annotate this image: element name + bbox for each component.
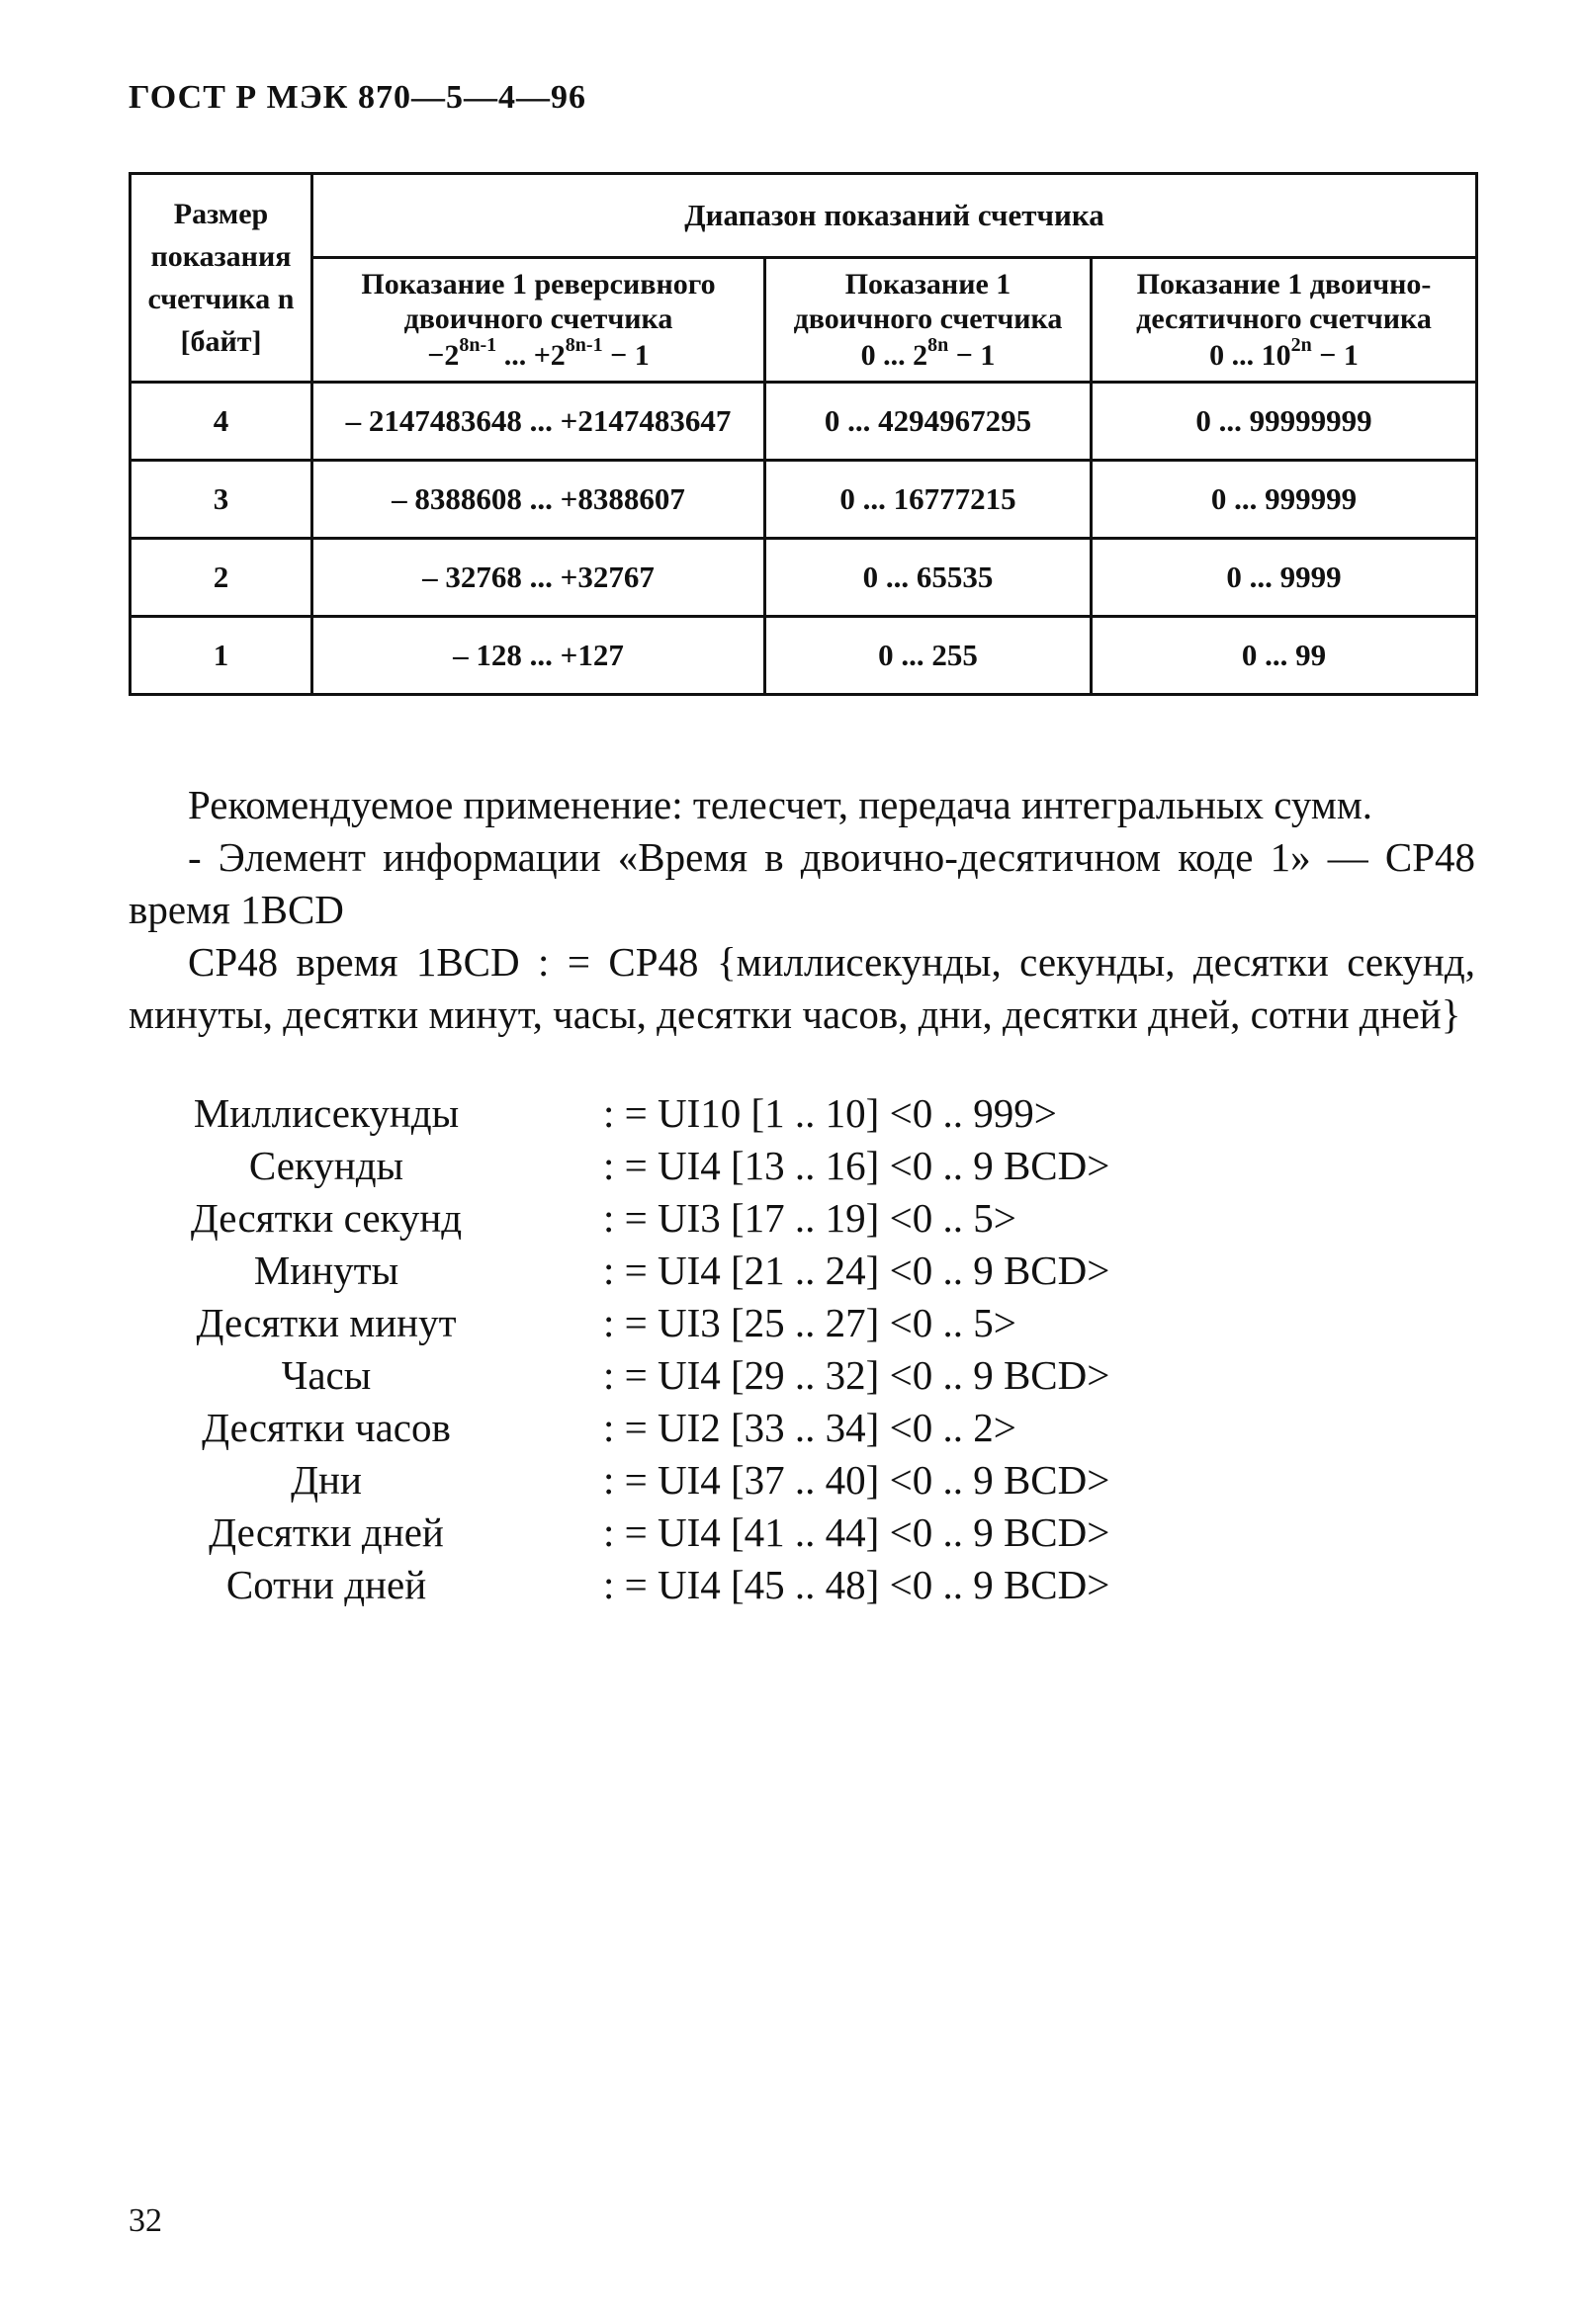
field-definition: : = UI3 [25 .. 27] <0 .. 5>: [603, 1300, 1016, 1345]
field-name: Десятки часов: [202, 1405, 451, 1450]
field-definition: : = UI4 [41 .. 44] <0 .. 9 BCD>: [603, 1509, 1110, 1555]
field-definition: : = UI2 [33 .. 34] <0 .. 2>: [603, 1405, 1016, 1450]
list-item: [129, 1297, 1475, 1349]
binary-column-title: Показание 1 двоичного счетчика: [793, 268, 1063, 335]
field-name: Десятки минут: [196, 1300, 457, 1345]
field-definitions: [129, 1087, 1475, 1611]
reversible-range-cell: – 32768 ... +32767: [312, 539, 765, 617]
size-cell: 3: [131, 461, 312, 539]
size-column-header: Размер показания счетчика n [байт]: [131, 174, 312, 383]
field-name: Секунды: [248, 1143, 404, 1188]
definition-paragraph: CP48 время 1BCD : = CP48 {миллисекунды, секунды, десятки секунд, минуты, десятки минут, часы, десятки часов, дни, десятки дней, сотни дней}: [129, 939, 1475, 1037]
field-name: Дни: [291, 1457, 362, 1503]
list-item: [129, 1349, 1475, 1402]
list-item: [129, 1192, 1475, 1245]
field-name: Минуты: [253, 1248, 399, 1293]
list-item: [129, 1087, 1475, 1140]
range-group-header: Диапазон показаний счетчика: [312, 174, 1477, 258]
binary-range-cell: 0 ... 16777215: [765, 461, 1092, 539]
field-definition: : = UI3 [17 .. 19] <0 .. 5>: [603, 1195, 1016, 1241]
size-cell: 4: [131, 383, 312, 461]
field-name: Миллисекунды: [193, 1090, 460, 1136]
reversible-column-title: Показание 1 реверсивного двоичного счетчика: [361, 268, 716, 335]
field-definition: : = UI4 [37 .. 40] <0 .. 9 BCD>: [603, 1457, 1110, 1503]
bcd-column-header: [1092, 258, 1477, 383]
bcd-column-title: Показание 1 двоично-десятичного счетчика: [1136, 268, 1432, 335]
reversible-range-formula: $-2^{8n-1}$ ... $+2^{8n-1} - 1$: [427, 334, 650, 372]
counter-range-table: [129, 172, 1478, 696]
bcd-range-cell: 0 ... 99: [1092, 617, 1477, 695]
document-header: ГОСТ Р МЭК 870—5—4—96: [129, 79, 586, 116]
list-item: [129, 1140, 1475, 1192]
bcd-range-cell: 0 ... 9999: [1092, 539, 1477, 617]
bcd-range-cell: 0 ... 999999: [1092, 461, 1477, 539]
list-item: [129, 1402, 1475, 1454]
list-item: [129, 1454, 1475, 1506]
reversible-range-cell: – 8388608 ... +8388607: [312, 461, 765, 539]
binary-range-formula: 0 ... $2^{8n} - 1$: [860, 334, 996, 372]
table-row: [131, 461, 1477, 539]
binary-range-cell: 0 ... 255: [765, 617, 1092, 695]
binary-range-cell: 0 ... 65535: [765, 539, 1092, 617]
size-cell: 1: [131, 617, 312, 695]
list-item: [129, 1559, 1475, 1611]
field-definition: : = UI4 [45 .. 48] <0 .. 9 BCD>: [603, 1562, 1110, 1607]
binary-range-cell: 0 ... 4294967295: [765, 383, 1092, 461]
field-definition: : = UI10 [1 .. 10] <0 .. 999>: [603, 1090, 1057, 1136]
list-item: [129, 1506, 1475, 1559]
reversible-column-header: [312, 258, 765, 383]
recommended-use-paragraph: Рекомендуемое применение: телесчет, передача интегральных сумм.: [188, 782, 1373, 827]
list-item: [129, 1245, 1475, 1297]
field-name: Десятки секунд: [190, 1195, 463, 1241]
table-row: [131, 617, 1477, 695]
reversible-range-cell: – 128 ... +127: [312, 617, 765, 695]
bcd-range-cell: 0 ... 99999999: [1092, 383, 1477, 461]
field-name: Сотни дней: [225, 1562, 427, 1607]
reversible-range-cell: – 2147483648 ... +2147483647: [312, 383, 765, 461]
page-number: 32: [129, 2202, 162, 2239]
size-cell: 2: [131, 539, 312, 617]
bcd-range-formula: 0 ... $10^{2n} - 1$: [1209, 334, 1359, 372]
binary-column-header: [765, 258, 1092, 383]
field-definition: : = UI4 [21 .. 24] <0 .. 9 BCD>: [603, 1248, 1110, 1293]
body-text: [129, 779, 1475, 1041]
field-name: Десятки дней: [209, 1509, 444, 1555]
field-definition: : = UI4 [29 .. 32] <0 .. 9 BCD>: [603, 1352, 1110, 1398]
information-element-paragraph: - Элемент информации «Время в двоично-десятичном коде 1» — CP48 время 1BCD: [129, 834, 1475, 932]
table-row: [131, 539, 1477, 617]
table-row: [131, 383, 1477, 461]
field-definition: : = UI4 [13 .. 16] <0 .. 9 BCD>: [603, 1143, 1110, 1188]
field-name: Часы: [281, 1352, 372, 1398]
